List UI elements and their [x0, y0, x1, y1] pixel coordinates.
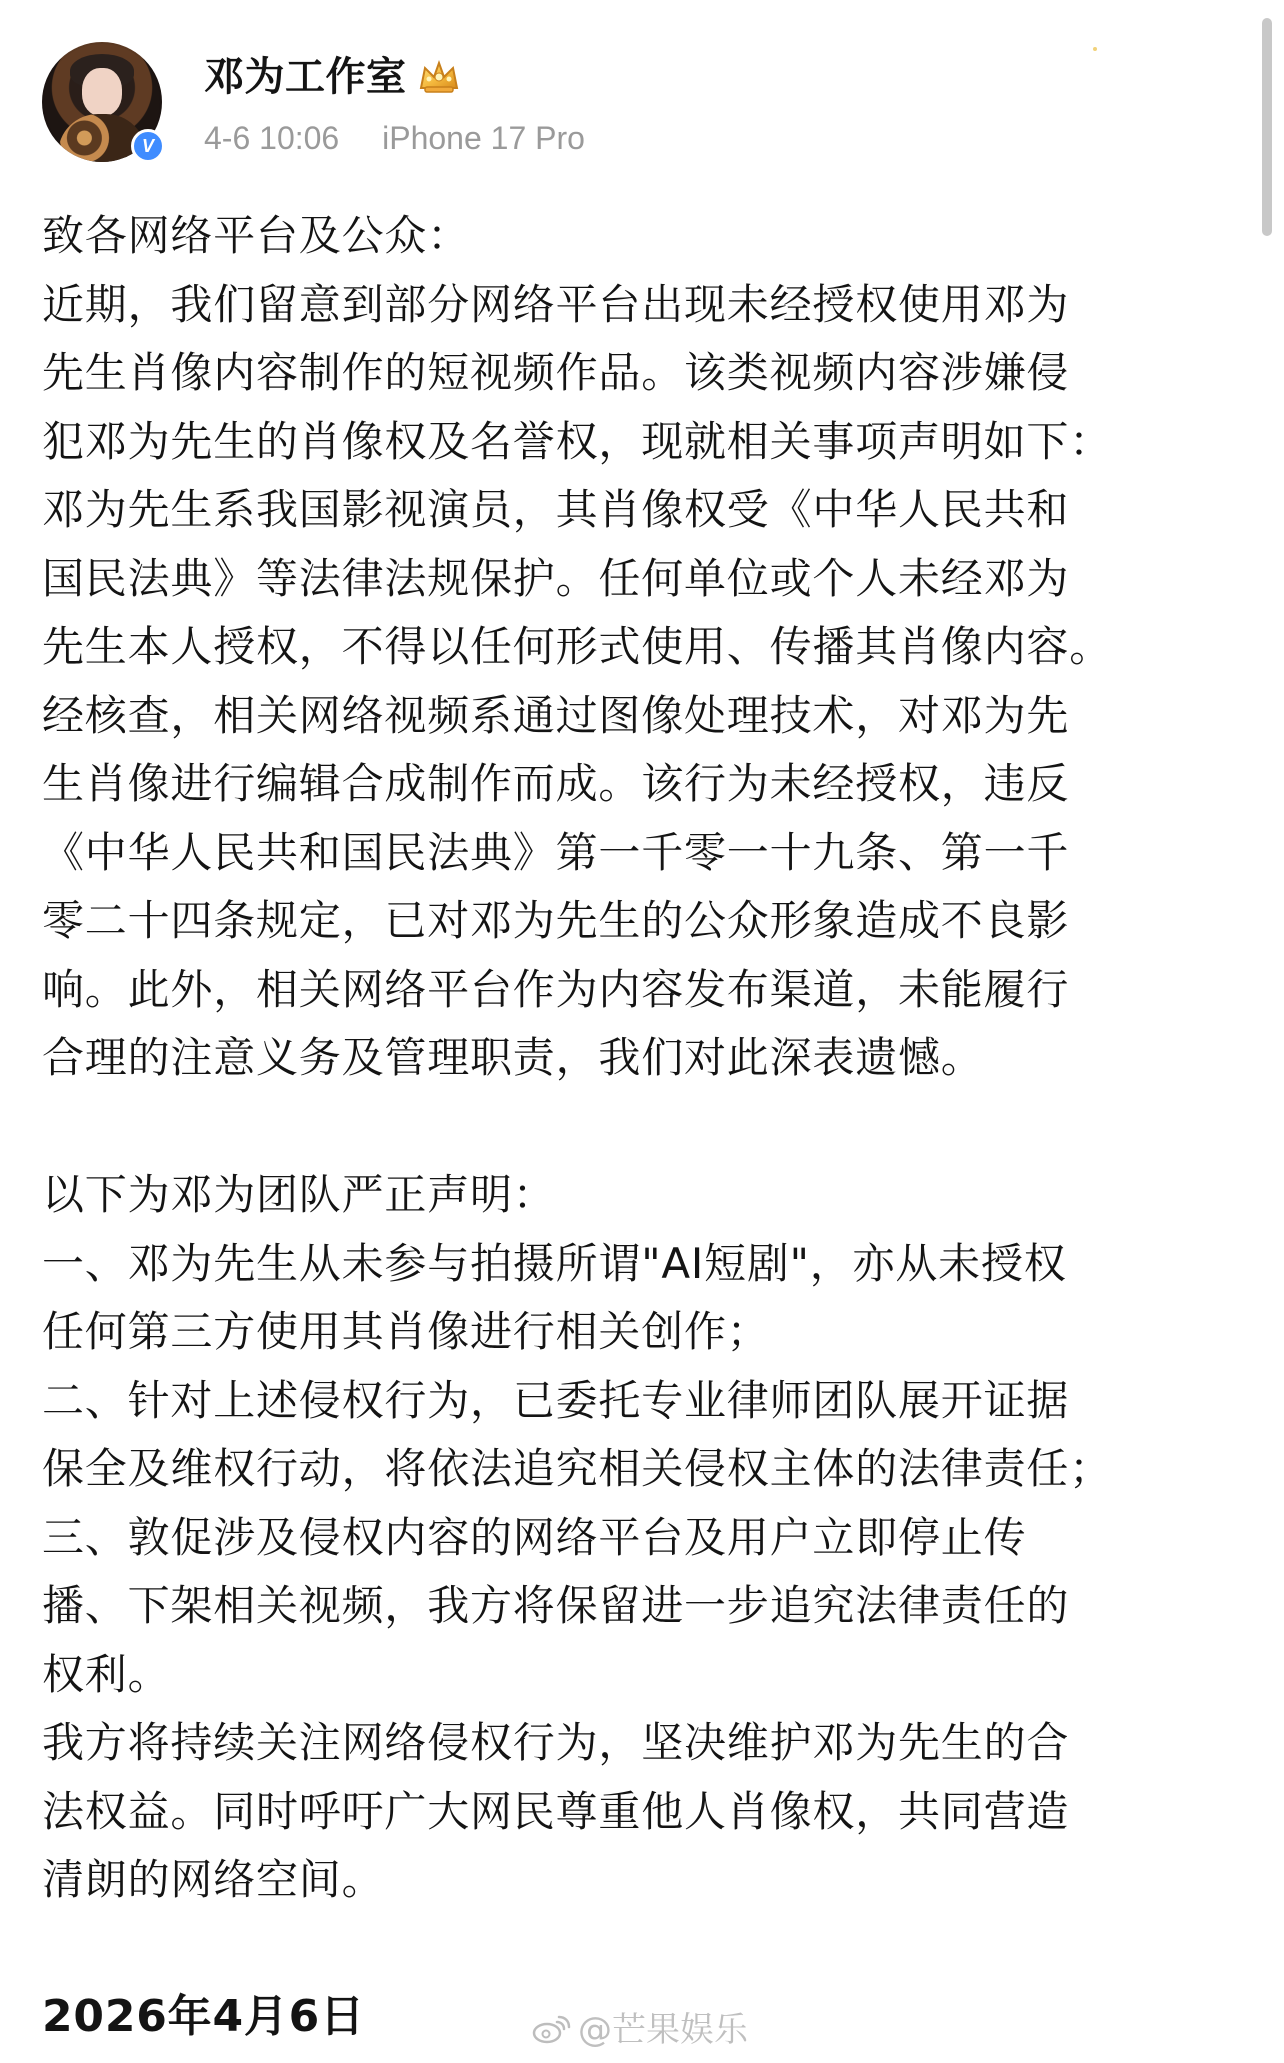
post-line: 致各网络平台及公众： [42, 211, 471, 260]
post-line: 生肖像进行编辑合成制作而成。该行为未经授权，违反 [42, 759, 1070, 808]
post-content [42, 202, 1252, 2052]
post-line: 保全及维权行动，将依法追究相关侵权主体的法律责任； [42, 1444, 1113, 1493]
crown-icon [417, 59, 461, 95]
post-line: 任何第三方使用其肖像进行相关创作； [42, 1307, 770, 1356]
avatar-face [82, 68, 122, 116]
sparkle-mark [1093, 47, 1097, 51]
post-line: 经核查，相关网络视频系通过图像处理技术，对邓为先 [42, 690, 1070, 740]
post-line: 邓为先生系我国影视演员，其肖像权受《中华人民共和 [42, 485, 1070, 534]
post-line: 国民法典》等法律法规保护。任何单位或个人未经邓为 [42, 553, 1070, 603]
paragraph-spacer [42, 1093, 1252, 1162]
watermark [530, 2010, 748, 2050]
paragraph-spacer [42, 1915, 1252, 1984]
username[interactable]: 邓为工作室 [204, 54, 407, 100]
post-line: 《中华人民共和国民法典》第一千零一十九条、第一千 [42, 827, 1070, 877]
post-line: 响。此外，相关网络平台作为内容发布渠道，未能履行 [42, 964, 1070, 1014]
scrollbar-thumb[interactable] [1262, 18, 1272, 236]
post-line: 零二十四条规定，已对邓为先生的公众形象造成不良影 [42, 896, 1070, 945]
post-line: 播、下架相关视频，我方将保留进一步追究法律责任的 [42, 1581, 1070, 1630]
post-line: 权利。 [42, 1649, 171, 1699]
weibo-icon [530, 2013, 572, 2047]
post-line: 我方将持续关注网络侵权行为，坚决维护邓为先生的合 [42, 1718, 1070, 1767]
post-line: 合理的注意义务及管理职责，我们对此深表遗憾。 [42, 1033, 984, 1082]
post-line: 犯邓为先生的肖像权及名誉权，现就相关事项声明如下： [42, 416, 1113, 466]
post-time: 4-6 10:06 [204, 120, 340, 156]
post-line: 近期，我们留意到部分网络平台出现未经授权使用邓为 [42, 279, 1070, 329]
post-line: 法权益。同时呼吁广大网民尊重他人肖像权，共同营造 [42, 1786, 1070, 1836]
post-line: 清朗的网络空间。 [42, 1855, 385, 1904]
post-line: 二、针对上述侵权行为，已委托专业律师团队展开证据 [42, 1375, 1070, 1425]
post-device[interactable]: iPhone 17 Pro [382, 120, 585, 156]
post-header [42, 42, 1222, 164]
post-meta [204, 118, 585, 158]
watermark-text: @芒果娱乐 [578, 2010, 748, 2050]
verified-icon: V [131, 129, 165, 163]
post-line: 先生本人授权，不得以任何形式使用、传播其肖像内容。 [42, 622, 1113, 671]
post-line: 一、邓为先生从未参与拍摄所谓"AI短剧"，亦从未授权 [42, 1238, 1067, 1288]
post-line: 三、敦促涉及侵权内容的网络平台及用户立即停止传 [42, 1512, 1027, 1562]
post-line: 以下为邓为团队严正声明： [42, 1170, 556, 1219]
username-row [204, 54, 461, 100]
post-line: 先生肖像内容制作的短视频作品。该类视频内容涉嫌侵 [42, 348, 1070, 397]
post-date: 2026年4月6日 [42, 1991, 365, 2042]
